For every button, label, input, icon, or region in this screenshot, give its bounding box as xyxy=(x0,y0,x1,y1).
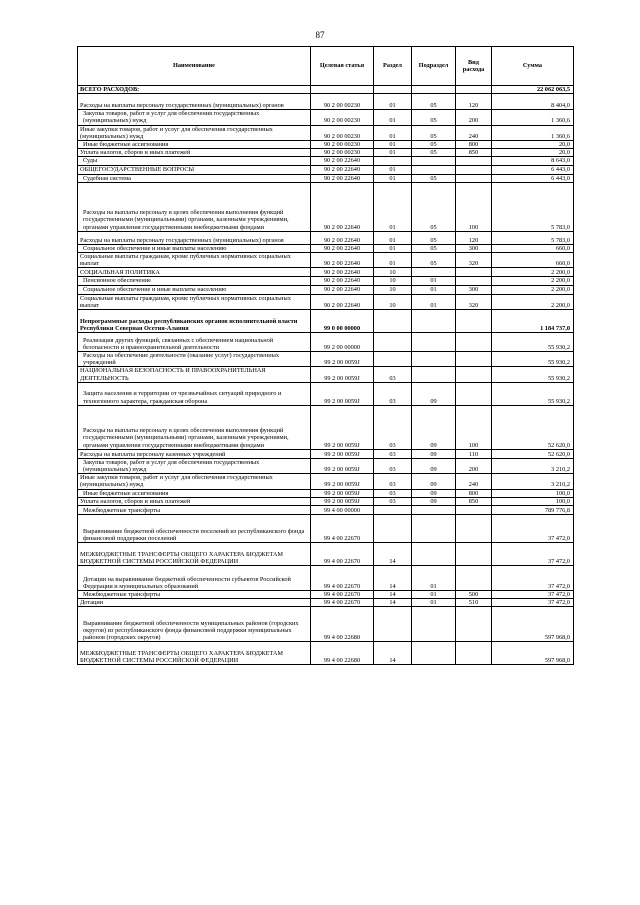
row-subsection-cell: 01 xyxy=(412,277,456,285)
row-subsection-cell xyxy=(412,333,456,352)
row-code-cell: 99 4 00 00000 xyxy=(311,506,374,515)
row-name-cell: Судебная система xyxy=(78,174,311,182)
row-section-cell: 01 xyxy=(374,110,412,125)
row-subsection-cell: 09 xyxy=(412,497,456,505)
row-subsection-cell: 05 xyxy=(412,141,456,149)
table-row xyxy=(78,352,574,367)
row-sum-cell: 55 930,2 xyxy=(492,352,574,367)
row-subsection-cell xyxy=(412,352,456,367)
row-name-cell: Уплата налогов, сборов и иных платежей xyxy=(78,149,311,157)
table-row xyxy=(78,174,574,182)
table-row xyxy=(78,449,574,458)
row-section-cell: 03 xyxy=(374,474,412,489)
row-sum-cell: 2 200,0 xyxy=(492,277,574,285)
row-subsection-cell xyxy=(412,515,456,543)
row-code-cell: 90 2 00 22640 xyxy=(311,294,374,309)
row-code-cell: 99 2 00 00000 xyxy=(311,333,374,352)
table-row xyxy=(78,506,574,515)
row-code-cell: 99 2 00 0059J xyxy=(311,367,374,382)
row-kind-cell xyxy=(456,86,492,94)
row-name-cell: Социальные выплаты гражданам, кроме публичных нормативных социальных выплат xyxy=(78,253,311,268)
row-kind-cell: 110 xyxy=(456,449,492,458)
row-sum-cell: 3 210,2 xyxy=(492,474,574,489)
table-row xyxy=(78,382,574,405)
table-body xyxy=(78,86,574,665)
row-section-cell: 14 xyxy=(374,642,412,665)
row-sum-cell: 100,0 xyxy=(492,489,574,497)
row-code-cell: 99 4 00 22670 xyxy=(311,543,374,566)
row-section-cell xyxy=(374,607,412,642)
row-subsection-cell: 05 xyxy=(412,174,456,182)
row-name-cell: ВСЕГО РАСХОДОВ: xyxy=(78,86,311,94)
row-subsection-cell: 05 xyxy=(412,94,456,110)
row-section-cell: 01 xyxy=(374,231,412,244)
row-subsection-cell: 01 xyxy=(412,294,456,309)
table-row xyxy=(78,405,574,449)
table-row xyxy=(78,497,574,505)
table-row xyxy=(78,149,574,157)
row-code-cell: 90 2 00 22640 xyxy=(311,174,374,182)
row-code-cell: 90 2 00 22640 xyxy=(311,277,374,285)
row-kind-cell: 510 xyxy=(456,599,492,607)
row-subsection-cell: 09 xyxy=(412,489,456,497)
row-section-cell: 10 xyxy=(374,277,412,285)
header-sum: Сумма xyxy=(492,47,574,86)
row-kind-cell xyxy=(456,268,492,277)
row-kind-cell: 100 xyxy=(456,405,492,449)
table-row xyxy=(78,591,574,599)
row-section-cell: 01 xyxy=(374,94,412,110)
row-kind-cell: 800 xyxy=(456,141,492,149)
row-name-cell: Иные бюджетные ассигнования xyxy=(78,489,311,497)
row-kind-cell: 300 xyxy=(456,244,492,252)
row-subsection-cell: 05 xyxy=(412,125,456,140)
row-kind-cell: 800 xyxy=(456,489,492,497)
row-sum-cell: 2 200,0 xyxy=(492,285,574,294)
row-name-cell: Пенсионное обеспечение xyxy=(78,277,311,285)
table-row xyxy=(78,285,574,294)
row-name-cell: Социальное обеспечение и иные выплаты населению xyxy=(78,244,311,252)
row-subsection-cell xyxy=(412,543,456,566)
row-section-cell xyxy=(374,506,412,515)
row-code-cell: 90 2 00 22640 xyxy=(311,182,374,231)
header-section: Раздел xyxy=(374,47,412,86)
row-section-cell: 01 xyxy=(374,174,412,182)
row-name-cell: Социальные выплаты гражданам, кроме публичных нормативных социальных выплат xyxy=(78,294,311,309)
row-code-cell: 99 4 00 22670 xyxy=(311,599,374,607)
row-subsection-cell: 05 xyxy=(412,149,456,157)
row-name-cell: Межбюджетные трансферты xyxy=(78,506,311,515)
table-row xyxy=(78,231,574,244)
table-row xyxy=(78,294,574,309)
row-code-cell: 90 2 00 22640 xyxy=(311,165,374,174)
row-sum-cell: 22 062 063,5 xyxy=(492,86,574,94)
row-subsection-cell: 09 xyxy=(412,382,456,405)
row-name-cell: Суды xyxy=(78,157,311,165)
row-section-cell: 03 xyxy=(374,449,412,458)
row-section-cell: 01 xyxy=(374,182,412,231)
table-row xyxy=(78,277,574,285)
row-kind-cell xyxy=(456,642,492,665)
row-code-cell: 90 2 00 00230 xyxy=(311,125,374,140)
table-row xyxy=(78,165,574,174)
row-subsection-cell: 01 xyxy=(412,591,456,599)
page-number: 87 xyxy=(315,30,325,40)
row-sum-cell: 597 968,0 xyxy=(492,642,574,665)
row-section-cell xyxy=(374,310,412,333)
row-code-cell xyxy=(311,86,374,94)
row-section-cell: 10 xyxy=(374,285,412,294)
row-sum-cell: 37 472,0 xyxy=(492,543,574,566)
table-row xyxy=(78,110,574,125)
table-row xyxy=(78,310,574,333)
row-kind-cell xyxy=(456,165,492,174)
row-subsection-cell: 01 xyxy=(412,599,456,607)
row-code-cell: 99 4 00 22670 xyxy=(311,591,374,599)
row-name-cell: Иные закупки товаров, работ и услуг для обеспечения государственных (муниципальных) нужд xyxy=(78,474,311,489)
row-name-cell: ОБЩЕГОСУДАРСТВЕННЫЕ ВОПРОСЫ xyxy=(78,165,311,174)
row-code-cell: 99 2 00 0059J xyxy=(311,474,374,489)
row-name-cell: Закупка товаров, работ и услуг для обеспечения государственных (муниципальных) нужд xyxy=(78,458,311,473)
row-sum-cell: 6 443,0 xyxy=(492,174,574,182)
row-subsection-cell: 05 xyxy=(412,182,456,231)
row-kind-cell xyxy=(456,157,492,165)
row-name-cell: Уплата налогов, сборов и иных платежей xyxy=(78,497,311,505)
row-kind-cell: 300 xyxy=(456,285,492,294)
row-kind-cell: 120 xyxy=(456,94,492,110)
row-code-cell: 90 2 00 00230 xyxy=(311,110,374,125)
row-name-cell: Дотации xyxy=(78,599,311,607)
row-subsection-cell: 05 xyxy=(412,231,456,244)
table-row xyxy=(78,599,574,607)
row-kind-cell: 120 xyxy=(456,231,492,244)
row-section-cell: 01 xyxy=(374,141,412,149)
row-subsection-cell: 09 xyxy=(412,405,456,449)
table-row xyxy=(78,141,574,149)
row-kind-cell: 500 xyxy=(456,591,492,599)
row-name-cell: Закупка товаров, работ и услуг для обеспечения государственных (муниципальных) нужд xyxy=(78,110,311,125)
table-row xyxy=(78,489,574,497)
row-section-cell: 03 xyxy=(374,405,412,449)
row-sum-cell: 6 443,0 xyxy=(492,165,574,174)
header-kind: Вид расхода xyxy=(456,47,492,86)
row-section-cell: 01 xyxy=(374,125,412,140)
row-kind-cell xyxy=(456,310,492,333)
row-code-cell: 99 2 00 0059J xyxy=(311,497,374,505)
row-sum-cell: 597 968,0 xyxy=(492,607,574,642)
row-section-cell: 14 xyxy=(374,566,412,591)
row-subsection-cell: 05 xyxy=(412,244,456,252)
row-code-cell: 99 2 00 0059J xyxy=(311,382,374,405)
table-row xyxy=(78,268,574,277)
row-name-cell: Социальное обеспечение и иные выплаты населению xyxy=(78,285,311,294)
table-row xyxy=(78,182,574,231)
row-kind-cell: 320 xyxy=(456,253,492,268)
row-sum-cell: 55 930,2 xyxy=(492,382,574,405)
row-kind-cell xyxy=(456,277,492,285)
row-kind-cell xyxy=(456,515,492,543)
row-section-cell: 14 xyxy=(374,543,412,566)
table-row xyxy=(78,94,574,110)
row-sum-cell: 789 776,8 xyxy=(492,506,574,515)
row-section-cell: 03 xyxy=(374,497,412,505)
row-sum-cell: 20,0 xyxy=(492,149,574,157)
row-sum-cell: 52 620,0 xyxy=(492,405,574,449)
row-code-cell: 90 2 00 22640 xyxy=(311,231,374,244)
row-section-cell: 14 xyxy=(374,591,412,599)
row-sum-cell: 8 643,0 xyxy=(492,157,574,165)
row-kind-cell: 100 xyxy=(456,182,492,231)
row-kind-cell xyxy=(456,543,492,566)
row-subsection-cell xyxy=(412,165,456,174)
row-section-cell: 01 xyxy=(374,253,412,268)
row-section-cell xyxy=(374,515,412,543)
table-row xyxy=(78,244,574,252)
table-row xyxy=(78,125,574,140)
row-sum-cell: 8 404,0 xyxy=(492,94,574,110)
table-row xyxy=(78,333,574,352)
row-sum-cell: 3 210,2 xyxy=(492,458,574,473)
row-name-cell: Расходы на выплаты персоналу казенных учреждений xyxy=(78,449,311,458)
row-code-cell: 90 2 00 22640 xyxy=(311,268,374,277)
row-code-cell: 90 2 00 00230 xyxy=(311,94,374,110)
table-row xyxy=(78,157,574,165)
row-name-cell: Выравнивание бюджетной обеспеченности муниципальных районов (городских округов) из республиканского фонда финансовой поддержки муниципальных районов (городских округов) xyxy=(78,607,311,642)
row-sum-cell: 1 360,6 xyxy=(492,110,574,125)
row-sum-cell: 37 472,0 xyxy=(492,599,574,607)
row-kind-cell: 850 xyxy=(456,497,492,505)
row-sum-cell: 5 783,0 xyxy=(492,231,574,244)
table-row xyxy=(78,515,574,543)
row-name-cell: Выравнивание бюджетной обеспеченности поселений из республиканского фонда финансовой поддержки поселений xyxy=(78,515,311,543)
row-section-cell: 10 xyxy=(374,294,412,309)
row-sum-cell: 100,0 xyxy=(492,497,574,505)
row-kind-cell xyxy=(456,566,492,591)
row-sum-cell: 1 360,6 xyxy=(492,125,574,140)
row-code-cell: 99 2 00 0059J xyxy=(311,489,374,497)
row-code-cell: 99 4 00 22680 xyxy=(311,642,374,665)
row-section-cell: 10 xyxy=(374,268,412,277)
header-row xyxy=(78,47,574,86)
row-name-cell: СОЦИАЛЬНАЯ ПОЛИТИКА xyxy=(78,268,311,277)
header-code: Целевая статья xyxy=(311,47,374,86)
row-kind-cell xyxy=(456,174,492,182)
row-subsection-cell: 05 xyxy=(412,253,456,268)
row-name-cell: Расходы на выплаты персоналу государственных (муниципальных) органов xyxy=(78,94,311,110)
table-row xyxy=(78,566,574,591)
row-code-cell: 90 2 00 00230 xyxy=(311,149,374,157)
row-subsection-cell xyxy=(412,86,456,94)
row-code-cell: 99 2 00 0059J xyxy=(311,458,374,473)
row-kind-cell: 850 xyxy=(456,149,492,157)
row-section-cell xyxy=(374,352,412,367)
row-section-cell xyxy=(374,157,412,165)
row-section-cell: 03 xyxy=(374,382,412,405)
row-section-cell: 01 xyxy=(374,149,412,157)
row-sum-cell: 37 472,0 xyxy=(492,515,574,543)
row-kind-cell: 320 xyxy=(456,294,492,309)
row-sum-cell: 2 200,0 xyxy=(492,294,574,309)
row-sum-cell: 660,0 xyxy=(492,244,574,252)
row-subsection-cell xyxy=(412,642,456,665)
row-kind-cell: 200 xyxy=(456,458,492,473)
row-subsection-cell: 05 xyxy=(412,110,456,125)
row-section-cell: 01 xyxy=(374,244,412,252)
row-subsection-cell: 01 xyxy=(412,285,456,294)
row-name-cell: Непрограммные расходы республиканских органов исполнительной власти Республики Северная Осетия-Алания xyxy=(78,310,311,333)
row-name-cell: Расходы на выплаты персоналу в целях обеспечения выполнения функций государственными (муниципальными) органами, казенными учреждениями, органами управления государственными внебюджетными фондами xyxy=(78,405,311,449)
row-section-cell: 14 xyxy=(374,599,412,607)
row-kind-cell xyxy=(456,333,492,352)
row-subsection-cell xyxy=(412,607,456,642)
table-row xyxy=(78,367,574,382)
row-sum-cell: 55 930,2 xyxy=(492,367,574,382)
row-sum-cell: 20,0 xyxy=(492,141,574,149)
row-sum-cell: 55 930,2 xyxy=(492,333,574,352)
row-section-cell xyxy=(374,86,412,94)
row-code-cell: 99 2 00 0059J xyxy=(311,352,374,367)
row-kind-cell xyxy=(456,367,492,382)
row-code-cell: 99 2 00 0059J xyxy=(311,449,374,458)
row-kind-cell: 240 xyxy=(456,125,492,140)
row-name-cell: Расходы на выплаты персоналу в целях обеспечения выполнения функций государственными (муниципальными) органами, казенными учреждениями, органами управления государственными внебюджетными фондами xyxy=(78,182,311,231)
row-sum-cell: 1 184 737,0 xyxy=(492,310,574,333)
row-code-cell: 90 2 00 22640 xyxy=(311,244,374,252)
row-kind-cell xyxy=(456,607,492,642)
table-row xyxy=(78,543,574,566)
table-row xyxy=(78,474,574,489)
row-sum-cell: 660,0 xyxy=(492,253,574,268)
row-sum-cell: 37 472,0 xyxy=(492,566,574,591)
row-subsection-cell: 01 xyxy=(412,566,456,591)
table-row xyxy=(78,642,574,665)
row-code-cell: 99 0 00 00000 xyxy=(311,310,374,333)
row-code-cell: 90 2 00 22640 xyxy=(311,285,374,294)
row-name-cell: Расходы на выплаты персоналу государственных (муниципальных) органов xyxy=(78,231,311,244)
row-subsection-cell: 09 xyxy=(412,458,456,473)
row-sum-cell: 37 472,0 xyxy=(492,591,574,599)
row-sum-cell: 52 620,0 xyxy=(492,449,574,458)
row-section-cell: 01 xyxy=(374,165,412,174)
row-code-cell: 99 2 00 0059J xyxy=(311,405,374,449)
table-row xyxy=(78,86,574,94)
row-name-cell: Расходы на обеспечение деятельности (оказание услуг) государственных учреждений xyxy=(78,352,311,367)
row-sum-cell: 2 200,0 xyxy=(492,268,574,277)
row-subsection-cell xyxy=(412,310,456,333)
row-kind-cell xyxy=(456,382,492,405)
row-section-cell: 03 xyxy=(374,367,412,382)
row-name-cell: Межбюджетные трансферты xyxy=(78,591,311,599)
row-name-cell: Защита населения и территории от чрезвычайных ситуаций природного и техногенного характера, гражданская оборона xyxy=(78,382,311,405)
row-kind-cell xyxy=(456,506,492,515)
table-row xyxy=(78,458,574,473)
row-name-cell: Иные бюджетные ассигнования xyxy=(78,141,311,149)
row-section-cell xyxy=(374,333,412,352)
header-name: Наименование xyxy=(78,47,311,86)
row-code-cell: 99 4 00 22670 xyxy=(311,566,374,591)
row-code-cell: 90 2 00 22640 xyxy=(311,157,374,165)
header-subsection: Подраздел xyxy=(412,47,456,86)
row-subsection-cell xyxy=(412,367,456,382)
row-kind-cell xyxy=(456,352,492,367)
row-name-cell: Дотации на выравнивание бюджетной обеспеченности субъектов Российской Федерации и муниципальных образований xyxy=(78,566,311,591)
row-code-cell: 99 4 00 22680 xyxy=(311,607,374,642)
table-row xyxy=(78,253,574,268)
row-name-cell: НАЦИОНАЛЬНАЯ БЕЗОПАСНОСТЬ И ПРАВООХРАНИТЕЛЬНАЯ ДЕЯТЕЛЬНОСТЬ xyxy=(78,367,311,382)
row-code-cell: 90 2 00 00230 xyxy=(311,141,374,149)
row-sum-cell: 5 783,0 xyxy=(492,182,574,231)
row-name-cell: Иные закупки товаров, работ и услуг для обеспечения государственных (муниципальных) нужд xyxy=(78,125,311,140)
row-code-cell: 90 2 00 22640 xyxy=(311,253,374,268)
row-name-cell: Реализация других функций, связанных с обеспечением национальной безопасности и правоохранительной деятельности xyxy=(78,333,311,352)
row-kind-cell: 240 xyxy=(456,474,492,489)
row-name-cell: МЕЖБЮДЖЕТНЫЕ ТРАНСФЕРТЫ ОБЩЕГО ХАРАКТЕРА БЮДЖЕТАМ БЮДЖЕТНОЙ СИСТЕМЫ РОССИЙСКОЙ ФЕДЕРАЦИИ xyxy=(78,543,311,566)
row-name-cell: МЕЖБЮДЖЕТНЫЕ ТРАНСФЕРТЫ ОБЩЕГО ХАРАКТЕРА БЮДЖЕТАМ БЮДЖЕТНОЙ СИСТЕМЫ РОССИЙСКОЙ ФЕДЕРАЦИИ xyxy=(78,642,311,665)
row-subsection-cell xyxy=(412,268,456,277)
row-section-cell: 03 xyxy=(374,458,412,473)
row-section-cell: 03 xyxy=(374,489,412,497)
row-subsection-cell xyxy=(412,157,456,165)
table-row xyxy=(78,607,574,642)
row-code-cell: 99 4 00 22670 xyxy=(311,515,374,543)
row-kind-cell: 200 xyxy=(456,110,492,125)
row-subsection-cell xyxy=(412,506,456,515)
row-subsection-cell: 09 xyxy=(412,474,456,489)
row-subsection-cell: 09 xyxy=(412,449,456,458)
budget-table xyxy=(77,46,574,665)
